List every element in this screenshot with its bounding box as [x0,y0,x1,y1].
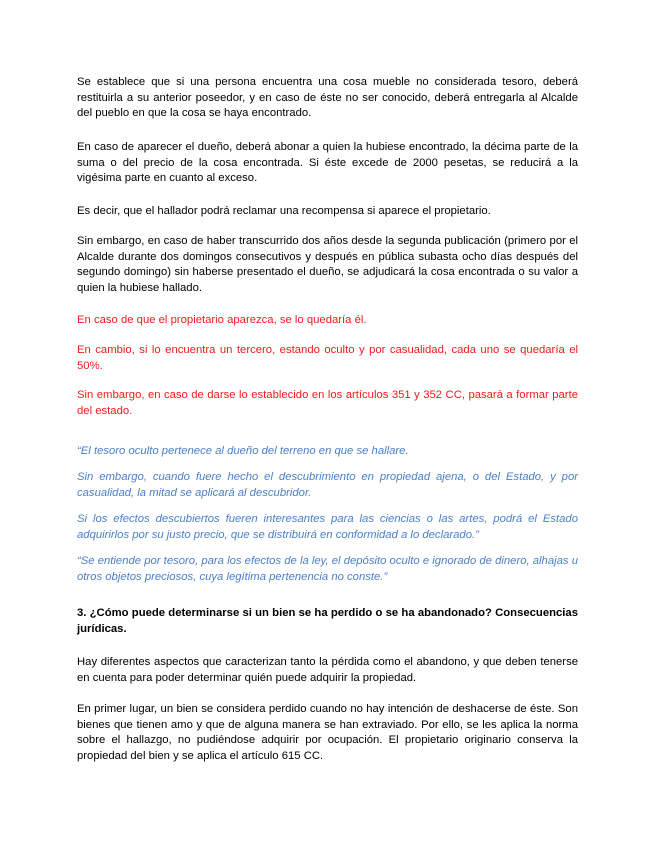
note-propietario-aparece: En caso de que el propietario aparezca, se lo quedaría él. [77,314,367,326]
paragraph-hallazgo-restitucion: Se establece que si una persona encuentra una cosa mueble no considerada tesoro, deberá restituirla a su anterior poseedor, y en caso de éste no ser conocido, deberá entregarla al Alcalde del pueblo en que la cosa se haya encontrado. [77,76,578,120]
quote-descubrimiento-ajeno: Sin embargo, cuando fuere hecho el descubrimiento en propiedad ajena, o del Estado, y por casualidad, la mitad se aplicará al descubridor. [77,471,578,499]
section-heading-3: 3. ¿Cómo puede determinarse si un bien se ha perdido o se ha abandonado? Consecuencias jurídicas. [77,607,578,635]
paragraph-perdida-abandono: Hay diferentes aspectos que caracterizan tanto la pérdida como el abandono, y que deben tenerse en cuenta para poder determinar quién puede adquirir la propiedad. [77,656,578,684]
note-tercero-50: En cambio, si lo encuentra un tercero, estando oculto y por casualidad, cada uno se quedaría el 50%. [77,344,578,372]
paragraph-bien-perdido: En primer lugar, un bien se considera perdido cuando no hay intención de deshacerse de éste. Son bienes que tienen amo y que de alguna manera se han extraviado. Por ello, se les aplica la norma sobre el hallazgo, no pudiéndose adquirir por ocupación. El propietario originario conserva la propiedad del bien y se aplica el artículo 615 CC. [77,703,578,762]
note-articulos-351-352: Sin embargo, en caso de darse lo establecido en los artículos 351 y 352 CC, pasará a formar parte del estado. [77,389,578,417]
quote-efectos-ciencias: Si los efectos descubiertos fueren interesantes para las ciencias o las artes, podrá el Estado adquirirlos por su justo precio, que se distribuirá en conformidad a lo declarado.” [77,513,578,541]
paragraph-recompensa-dueno: En caso de aparecer el dueño, deberá abonar a quien la hubiese encontrado, la décima parte de la suma o del precio de la cosa encontrada. Si éste excede de 2000 pesetas, se reducirá a la vigésima parte en cuanto al exceso. [77,141,578,185]
quote-definicion-tesoro: “Se entiende por tesoro, para los efectos de la ley, el depósito oculto e ignorado de dinero, alhajas u otros objetos preciosos, cuya legítima pertenencia no conste.” [77,555,578,583]
paragraph-recompensa-hallador: Es decir, que el hallador podrá reclamar una recompensa si aparece el propietario. [77,205,491,217]
quote-tesoro-oculto: “El tesoro oculto pertenece al dueño del terreno en que se hallare. [77,445,409,457]
paragraph-adjudicacion: Sin embargo, en caso de haber transcurrido dos años desde la segunda publicación (primero por el Alcalde durante dos domingos consecutivos y después en pública subasta ocho días después del segundo domingo) sin haberse presentado el dueño, se adjudicará la cosa encontrada o su valor a quien la hubiese hallado. [77,235,578,294]
